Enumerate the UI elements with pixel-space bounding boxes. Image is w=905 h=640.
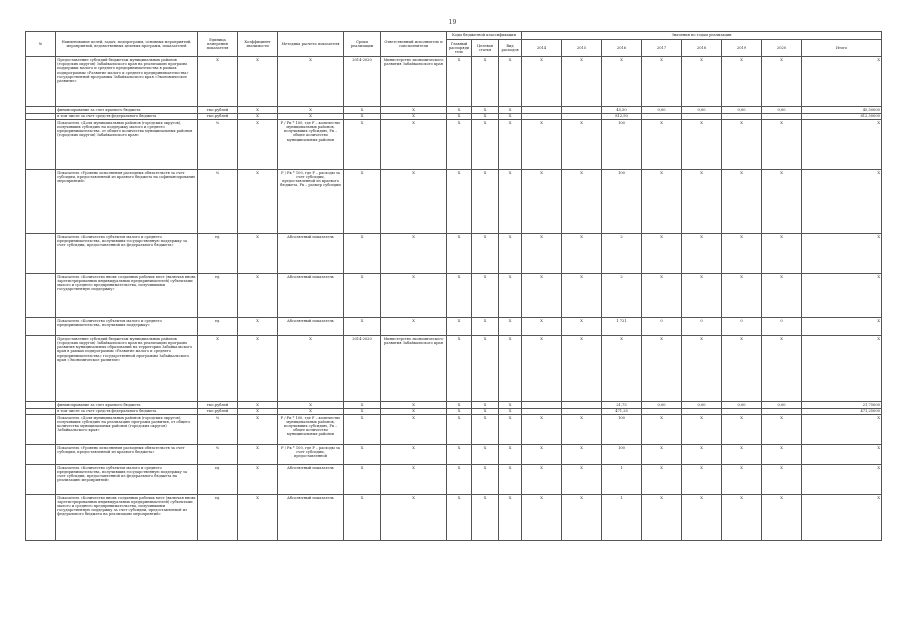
cell-resp: X bbox=[381, 274, 447, 318]
cell-unit: % bbox=[198, 444, 238, 464]
cell-unit: ед. bbox=[198, 464, 238, 494]
cell-year-value: X bbox=[682, 464, 722, 494]
cell-year-value: 0,00 bbox=[722, 107, 762, 113]
cell-year-value: X bbox=[602, 57, 642, 107]
cell-coef: X bbox=[238, 57, 278, 107]
cell-year-value: 100 bbox=[602, 170, 642, 234]
cell-code: X bbox=[447, 318, 472, 336]
cell-year-value: X bbox=[722, 444, 762, 464]
cell-name: Показатель «Доля муниципальных районов (городских округов), получивших субсидию на реализацию программ развития, от общего количества муниципальных районов (городских округов) Забайкальского края» bbox=[56, 414, 198, 444]
cell-total: 45,50000 bbox=[802, 107, 882, 113]
table-row bbox=[26, 318, 882, 336]
cell-name: Предоставление субсидий бюджетам муниципальных районов (городских округов) Забайкальского края на реализацию программ развития муниципальных образований на территории Забайкальского края в рамках подпрограммы «Развитие малого и среднего предпринимательства» государственной программы Забайкальского края «Экономическое развитие» bbox=[56, 336, 198, 402]
col-header-total: Итого bbox=[802, 40, 882, 57]
cell-method: X bbox=[278, 113, 344, 119]
cell-year-value: X bbox=[562, 464, 602, 494]
cell-resp: X bbox=[381, 408, 447, 414]
cell-name: Показатель «Количество субъектов малого и среднего предпринимательства, получивших государственную поддержку за счет субсидии, предоставленной из федерального бюджета на реализацию мероприятий» bbox=[56, 464, 198, 494]
cell-year-value: X bbox=[522, 274, 562, 318]
col-header-term: Сроки реализации bbox=[344, 32, 381, 57]
cell-coef: X bbox=[238, 318, 278, 336]
cell-coef: X bbox=[238, 274, 278, 318]
cell-total: 21,75000 bbox=[802, 402, 882, 408]
cell-total: X bbox=[802, 414, 882, 444]
cell-year-value: X bbox=[682, 494, 722, 540]
cell-name: в том числе за счет средств федерального бюджета bbox=[56, 408, 198, 414]
table-row bbox=[26, 336, 882, 402]
cell-year-value: X bbox=[762, 336, 802, 402]
col-header-name: Наименование целей, задач, подпрограмм, основных мероприятий, мероприятий, ведомственных целевых программ, показателей bbox=[56, 32, 198, 57]
cell-year-value: 0,00 bbox=[642, 402, 682, 408]
cell-name: финансирование за счет краевого бюджета bbox=[56, 402, 198, 408]
table-row bbox=[26, 234, 882, 274]
table-row bbox=[26, 494, 882, 540]
col-header-year: 2020 bbox=[762, 40, 802, 57]
cell-year-value: X bbox=[642, 274, 682, 318]
cell-code: X bbox=[472, 120, 499, 170]
cell-resp: Министерство экономического развития Забайкальского края bbox=[381, 336, 447, 402]
cell-code: X bbox=[499, 318, 522, 336]
cell-resp: X bbox=[381, 464, 447, 494]
cell-total: 471,25000 bbox=[802, 408, 882, 414]
cell-year-value: X bbox=[562, 170, 602, 234]
cell-code: X bbox=[499, 57, 522, 107]
cell-year-value: X bbox=[682, 120, 722, 170]
cell-unit: тыс.рублей bbox=[198, 402, 238, 408]
cell-code: X bbox=[447, 170, 472, 234]
cell-year-value: 0 bbox=[722, 318, 762, 336]
cell-total: 812,50000 bbox=[802, 113, 882, 119]
cell-code: X bbox=[472, 408, 499, 414]
cell-method: X bbox=[278, 57, 344, 107]
cell-coef: X bbox=[238, 402, 278, 408]
cell-name: Показатель «Количество вновь созданных рабочих мест (включая вновь зарегистрированных индивидуальных предпринимателей) субъектами малого и среднего предпринимательства, получившими государственную поддержку за счет субсидии, предоставленной из федерального бюджета на реализацию мероприятий» bbox=[56, 494, 198, 540]
table-row bbox=[26, 464, 882, 494]
cell-year-value: X bbox=[722, 414, 762, 444]
program-table bbox=[25, 31, 882, 541]
page-number: 19 bbox=[448, 19, 457, 26]
cell-num bbox=[26, 274, 56, 318]
cell-term: 2014-2020 bbox=[344, 336, 381, 402]
cell-coef: X bbox=[238, 234, 278, 274]
cell-year-value: X bbox=[522, 414, 562, 444]
cell-term: X bbox=[344, 318, 381, 336]
cell-year-value: 1 721 bbox=[602, 318, 642, 336]
cell-unit: ед. bbox=[198, 318, 238, 336]
table-row bbox=[26, 120, 882, 170]
cell-code: X bbox=[447, 274, 472, 318]
cell-name: Показатель «Количество субъектов малого и среднего предпринимательства, получивших поддержку» bbox=[56, 318, 198, 336]
cell-year-value: X bbox=[722, 234, 762, 274]
cell-code: X bbox=[499, 120, 522, 170]
cell-term: X bbox=[344, 234, 381, 274]
cell-name: Показатель «Доля муниципальных районов (городских округов), получивших субсидию на поддержку малого и среднего предпринимательства, от общего количества муниципальных районов (городских округов) Забайкальского края» bbox=[56, 120, 198, 170]
cell-code: X bbox=[499, 336, 522, 402]
cell-year-value: 1 bbox=[602, 494, 642, 540]
cell-year-value: X bbox=[562, 57, 602, 107]
cell-year-value: X bbox=[722, 170, 762, 234]
cell-method: X bbox=[278, 107, 344, 113]
cell-year-value: X bbox=[642, 464, 682, 494]
cell-code: X bbox=[472, 234, 499, 274]
cell-year-value: X bbox=[642, 234, 682, 274]
cell-year-value: 1 bbox=[602, 464, 642, 494]
cell-year-value: X bbox=[562, 494, 602, 540]
col-header-codes-group: Коды бюджетной классификации bbox=[447, 32, 522, 40]
cell-year-value: X bbox=[682, 444, 722, 464]
cell-unit: ед. bbox=[198, 234, 238, 274]
cell-term: X bbox=[344, 444, 381, 464]
cell-year-value: X bbox=[722, 57, 762, 107]
cell-year-value: X bbox=[642, 336, 682, 402]
cell-year-value: 100 bbox=[602, 414, 642, 444]
cell-method: Абсолютный показатель bbox=[278, 318, 344, 336]
cell-code: X bbox=[499, 274, 522, 318]
cell-code: X bbox=[472, 57, 499, 107]
cell-method: X bbox=[278, 336, 344, 402]
cell-code: X bbox=[447, 444, 472, 464]
col-header-year: 2019 bbox=[722, 40, 762, 57]
cell-resp: X bbox=[381, 120, 447, 170]
cell-unit: ед. bbox=[198, 274, 238, 318]
cell-year-value: X bbox=[682, 170, 722, 234]
cell-code: X bbox=[472, 402, 499, 408]
cell-coef: X bbox=[238, 408, 278, 414]
cell-year-value: X bbox=[642, 170, 682, 234]
col-header-year: 2017 bbox=[642, 40, 682, 57]
cell-year-value: 0,00 bbox=[642, 107, 682, 113]
cell-year-value: X bbox=[642, 414, 682, 444]
cell-coef: X bbox=[238, 414, 278, 444]
cell-resp: X bbox=[381, 444, 447, 464]
cell-year-value: X bbox=[682, 414, 722, 444]
cell-coef: X bbox=[238, 336, 278, 402]
cell-term: 2014-2020 bbox=[344, 57, 381, 107]
cell-resp: Министерство экономического развития Забайкальского края bbox=[381, 57, 447, 107]
cell-total: X bbox=[802, 57, 882, 107]
cell-year-value: X bbox=[762, 57, 802, 107]
cell-code: X bbox=[472, 274, 499, 318]
cell-year-value: X bbox=[562, 234, 602, 274]
cell-resp: X bbox=[381, 494, 447, 540]
col-header-year: 2014 bbox=[522, 40, 562, 57]
cell-year-value: X bbox=[562, 414, 602, 444]
cell-name: финансирование за счет краевого бюджета bbox=[56, 107, 198, 113]
cell-year-value: X bbox=[522, 170, 562, 234]
cell-total: X bbox=[802, 274, 882, 318]
cell-num bbox=[26, 318, 56, 336]
cell-year-value: X bbox=[562, 318, 602, 336]
cell-year-value: 0 bbox=[762, 318, 802, 336]
cell-resp: X bbox=[381, 107, 447, 113]
cell-year-value: 0,00 bbox=[682, 107, 722, 113]
cell-year-value: X bbox=[642, 494, 682, 540]
cell-code: X bbox=[472, 170, 499, 234]
cell-num bbox=[26, 494, 56, 540]
cell-resp: X bbox=[381, 170, 447, 234]
cell-code: X bbox=[447, 113, 472, 119]
cell-code: X bbox=[447, 234, 472, 274]
cell-method: F / Fк * 100, где F – расходы за счет субсидии, предоставленной bbox=[278, 444, 344, 464]
cell-total: X bbox=[802, 464, 882, 494]
cell-year-value: X bbox=[522, 120, 562, 170]
cell-resp: X bbox=[381, 234, 447, 274]
cell-term: X bbox=[344, 120, 381, 170]
cell-term: X bbox=[344, 408, 381, 414]
cell-year-value: X bbox=[682, 57, 722, 107]
cell-year-value: X bbox=[722, 494, 762, 540]
cell-year-value: X bbox=[522, 318, 562, 336]
cell-code: X bbox=[447, 402, 472, 408]
cell-code: X bbox=[447, 336, 472, 402]
cell-unit: % bbox=[198, 120, 238, 170]
cell-method: F / Fк * 100, где F – количество муниципальных районов, получивших субсидию, Fк – общее количество муниципальных районов bbox=[278, 414, 344, 444]
cell-code: X bbox=[499, 444, 522, 464]
cell-term: X bbox=[344, 170, 381, 234]
cell-year-value: X bbox=[762, 494, 802, 540]
cell-term: X bbox=[344, 402, 381, 408]
cell-code: X bbox=[499, 402, 522, 408]
table-body bbox=[26, 57, 882, 541]
cell-year-value: X bbox=[762, 444, 802, 464]
col-header-unit: Единица измерения показателя bbox=[198, 32, 238, 57]
cell-coef: X bbox=[238, 464, 278, 494]
cell-year-value: X bbox=[522, 444, 562, 464]
cell-year-value: 0,00 bbox=[762, 402, 802, 408]
cell-code: X bbox=[447, 494, 472, 540]
cell-num bbox=[26, 464, 56, 494]
cell-year-value: X bbox=[682, 336, 722, 402]
cell-code: X bbox=[447, 120, 472, 170]
table-row bbox=[26, 170, 882, 234]
cell-year-value: X bbox=[682, 234, 722, 274]
cell-year-value: X bbox=[642, 444, 682, 464]
cell-year-value: X bbox=[722, 274, 762, 318]
table-row bbox=[26, 414, 882, 444]
cell-num bbox=[26, 57, 56, 107]
cell-method: X bbox=[278, 402, 344, 408]
cell-term: X bbox=[344, 107, 381, 113]
cell-code: X bbox=[472, 414, 499, 444]
cell-year-value: X bbox=[602, 336, 642, 402]
cell-year-value: 0,00 bbox=[682, 402, 722, 408]
cell-year-value: X bbox=[562, 120, 602, 170]
table-row bbox=[26, 274, 882, 318]
col-header-year: 2018 bbox=[682, 40, 722, 57]
cell-total: X bbox=[802, 318, 882, 336]
col-header-num: № bbox=[26, 32, 56, 57]
cell-name: Предоставление субсидий бюджетам муниципальных районов (городских округов) Забайкальского края на реализацию программ поддержки малого и среднего предпринимательства в рамках подпрограммы «Развитие малого и среднего предпринимательства» государственной программы Забайкальского края «Экономическое развитие» bbox=[56, 57, 198, 107]
cell-code: X bbox=[499, 107, 522, 113]
cell-method: F / Fк * 100, где F – расходы за счет субсидии, предоставленной из краевого бюджета, Fк – размер субсидии bbox=[278, 170, 344, 234]
col-header-code: Главный распорядитель bbox=[447, 40, 472, 57]
cell-code: X bbox=[472, 444, 499, 464]
col-header-code: Целевая статья bbox=[472, 40, 499, 57]
cell-code: X bbox=[472, 318, 499, 336]
cell-resp: X bbox=[381, 402, 447, 408]
cell-year-value: 2 bbox=[602, 274, 642, 318]
col-header-year: 2015 bbox=[562, 40, 602, 57]
cell-code: X bbox=[499, 494, 522, 540]
cell-code: X bbox=[472, 494, 499, 540]
cell-code: X bbox=[499, 408, 522, 414]
cell-code: X bbox=[447, 408, 472, 414]
cell-code: X bbox=[447, 464, 472, 494]
cell-resp: X bbox=[381, 414, 447, 444]
header-row-1 bbox=[26, 32, 882, 40]
cell-year-value: 0 bbox=[642, 318, 682, 336]
cell-year-value: X bbox=[522, 464, 562, 494]
cell-num bbox=[26, 120, 56, 170]
cell-code: X bbox=[447, 57, 472, 107]
cell-year-value: 0,00 bbox=[762, 107, 802, 113]
cell-method: Абсолютный показатель bbox=[278, 234, 344, 274]
table-row bbox=[26, 57, 882, 107]
cell-method: X bbox=[278, 408, 344, 414]
cell-year-value: X bbox=[762, 170, 802, 234]
cell-name: Показатель «Количество субъектов малого и среднего предпринимательства, получивших государственную поддержку за счет субсидии, предоставленной из федерального бюджета» bbox=[56, 234, 198, 274]
cell-unit: тыс.рублей bbox=[198, 113, 238, 119]
cell-code: X bbox=[472, 107, 499, 113]
cell-coef: X bbox=[238, 170, 278, 234]
cell-year-value: X bbox=[722, 336, 762, 402]
cell-year-value: X bbox=[522, 494, 562, 540]
cell-code: X bbox=[499, 464, 522, 494]
cell-year-value: X bbox=[642, 120, 682, 170]
cell-num bbox=[26, 170, 56, 234]
cell-year-value: X bbox=[682, 274, 722, 318]
cell-total: X bbox=[802, 336, 882, 402]
cell-total: X bbox=[802, 444, 882, 464]
col-header-method: Методика расчета показателя bbox=[278, 32, 344, 57]
cell-resp: X bbox=[381, 318, 447, 336]
cell-year-value: 812,50 bbox=[602, 113, 642, 119]
cell-method: Абсолютный показатель bbox=[278, 274, 344, 318]
cell-term: X bbox=[344, 464, 381, 494]
cell-unit: тыс.рублей bbox=[198, 408, 238, 414]
cell-year-value: 0,00 bbox=[722, 402, 762, 408]
cell-year-value: 471,25 bbox=[602, 408, 642, 414]
cell-total: X bbox=[802, 494, 882, 540]
cell-term: X bbox=[344, 113, 381, 119]
cell-term: X bbox=[344, 414, 381, 444]
cell-year-value: X bbox=[762, 274, 802, 318]
cell-method: Абсолютный показатель bbox=[278, 494, 344, 540]
cell-num bbox=[26, 444, 56, 464]
cell-year-value: X bbox=[522, 57, 562, 107]
cell-year-value: X bbox=[562, 274, 602, 318]
cell-code: X bbox=[472, 113, 499, 119]
cell-name: в том числе за счет средств федерального бюджета bbox=[56, 113, 198, 119]
cell-unit: X bbox=[198, 336, 238, 402]
cell-coef: X bbox=[238, 113, 278, 119]
cell-term: X bbox=[344, 274, 381, 318]
cell-num bbox=[26, 234, 56, 274]
cell-name: Показатель «Количество вновь созданных рабочих мест (включая вновь зарегистрированных индивидуальных предпринимателей) субъектами малого и среднего предпринимательства, получившими государственную поддержку» bbox=[56, 274, 198, 318]
cell-name: Показатель «Уровень исполнения расходных обязательств за счет субсидии, предоставленной из краевого бюджета на софинансирование мероприятий» bbox=[56, 170, 198, 234]
cell-method: F / Fк * 100, где F – количество муниципальных районов, получивших субсидию, Fк – общее количество муниципальных районов bbox=[278, 120, 344, 170]
cell-year-value: 21,75 bbox=[602, 402, 642, 408]
cell-unit: ед. bbox=[198, 494, 238, 540]
cell-year-value: 0 bbox=[682, 318, 722, 336]
col-header-resp: Ответственный исполнитель и соисполнители bbox=[381, 32, 447, 57]
col-header-year: 2016 bbox=[602, 40, 642, 57]
cell-term: X bbox=[344, 494, 381, 540]
col-header-code: Вид расходов bbox=[499, 40, 522, 57]
cell-code: X bbox=[499, 234, 522, 274]
col-header-coef: Коэффициент значимости bbox=[238, 32, 278, 57]
cell-coef: X bbox=[238, 444, 278, 464]
cell-unit: % bbox=[198, 414, 238, 444]
cell-name: Показатель «Уровень исполнения расходных обязательств за счет субсидии, предоставленной из краевого бюджета» bbox=[56, 444, 198, 464]
cell-year-value: 45,50 bbox=[602, 107, 642, 113]
col-header-values-group: Значения по годам реализации bbox=[522, 32, 882, 40]
cell-year-value: X bbox=[762, 120, 802, 170]
cell-total: X bbox=[802, 170, 882, 234]
cell-year-value: X bbox=[562, 444, 602, 464]
cell-unit: тыс.рублей bbox=[198, 107, 238, 113]
cell-code: X bbox=[472, 464, 499, 494]
cell-year-value: X bbox=[722, 464, 762, 494]
cell-year-value: X bbox=[562, 336, 602, 402]
cell-num bbox=[26, 336, 56, 402]
cell-unit: % bbox=[198, 170, 238, 234]
cell-year-value: X bbox=[522, 336, 562, 402]
table-row bbox=[26, 444, 882, 464]
cell-code: X bbox=[472, 336, 499, 402]
cell-total: X bbox=[802, 120, 882, 170]
cell-year-value: X bbox=[762, 234, 802, 274]
cell-coef: X bbox=[238, 494, 278, 540]
cell-code: X bbox=[447, 107, 472, 113]
cell-code: X bbox=[499, 170, 522, 234]
cell-code: X bbox=[447, 414, 472, 444]
cell-year-value: X bbox=[642, 57, 682, 107]
cell-coef: X bbox=[238, 120, 278, 170]
cell-code: X bbox=[499, 113, 522, 119]
cell-year-value: X bbox=[522, 234, 562, 274]
cell-resp: X bbox=[381, 113, 447, 119]
cell-year-value: X bbox=[762, 464, 802, 494]
cell-coef: X bbox=[238, 107, 278, 113]
cell-unit: X bbox=[198, 57, 238, 107]
cell-total: X bbox=[802, 234, 882, 274]
cell-num bbox=[26, 414, 56, 444]
cell-code: X bbox=[499, 414, 522, 444]
cell-method: Абсолютный показатель bbox=[278, 464, 344, 494]
cell-year-value: X bbox=[722, 120, 762, 170]
cell-year-value: X bbox=[762, 414, 802, 444]
cell-year-value: 100 bbox=[602, 120, 642, 170]
cell-year-value: 100 bbox=[602, 444, 642, 464]
cell-year-value: 2 bbox=[602, 234, 642, 274]
